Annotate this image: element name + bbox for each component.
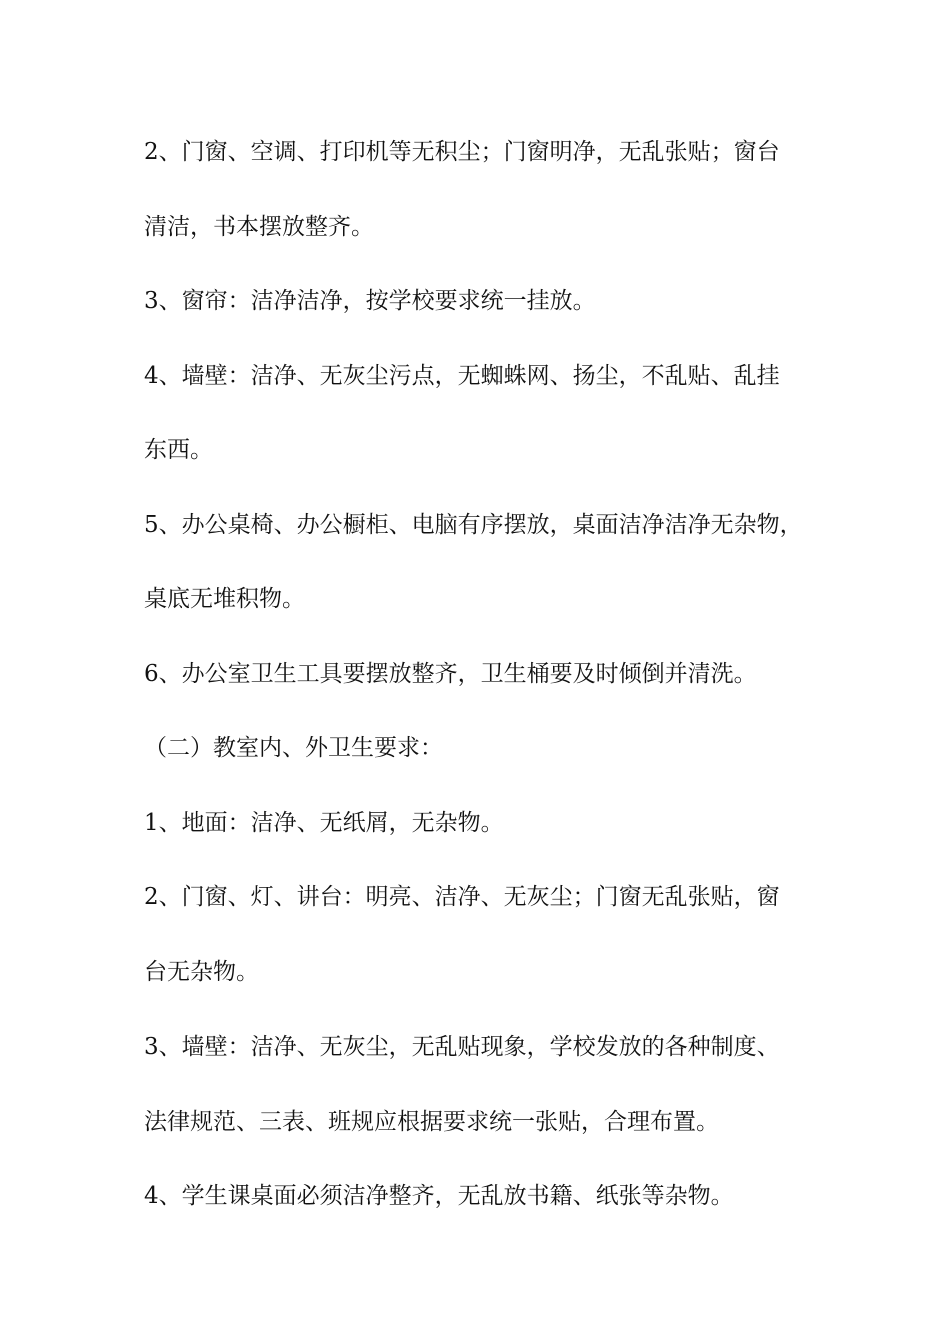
text-line-3: 3、窗帘：洁净洁净，按学校要求统一挂放。	[144, 288, 596, 314]
section-heading: （二）教室内、外卫生要求：	[144, 735, 443, 761]
text-line-7: 桌底无堆积物。	[144, 586, 305, 612]
text-line-10: 1、地面：洁净、无纸屑，无杂物。	[144, 810, 504, 836]
text-line-13: 3、墙壁：洁净、无灰尘，无乱贴现象，学校发放的各种制度、	[144, 1034, 780, 1060]
text-line-14: 法律规范、三表、班规应根据要求统一张贴，合理布置。	[144, 1109, 719, 1135]
text-line-12: 台无杂物。	[144, 959, 259, 985]
text-line-1: 2、门窗、空调、打印机等无积尘；门窗明净，无乱张贴；窗台	[144, 139, 780, 165]
text-line-5: 东西。	[144, 437, 213, 463]
text-line-4: 4、墙壁：洁净、无灰尘污点，无蜘蛛网、扬尘，不乱贴、乱挂	[144, 363, 780, 389]
text-line-6: 5、办公桌椅、办公橱柜、电脑有序摆放，桌面洁净洁净无杂物，	[144, 512, 803, 538]
text-line-15: 4、学生课桌面必须洁净整齐，无乱放书籍、纸张等杂物。	[144, 1183, 734, 1209]
text-line-8: 6、办公室卫生工具要摆放整齐，卫生桶要及时倾倒并清洗。	[144, 661, 757, 687]
text-line-2: 清洁，书本摆放整齐。	[144, 214, 374, 240]
text-line-11: 2、门窗、灯、讲台：明亮、洁净、无灰尘；门窗无乱张贴，窗	[144, 884, 780, 910]
